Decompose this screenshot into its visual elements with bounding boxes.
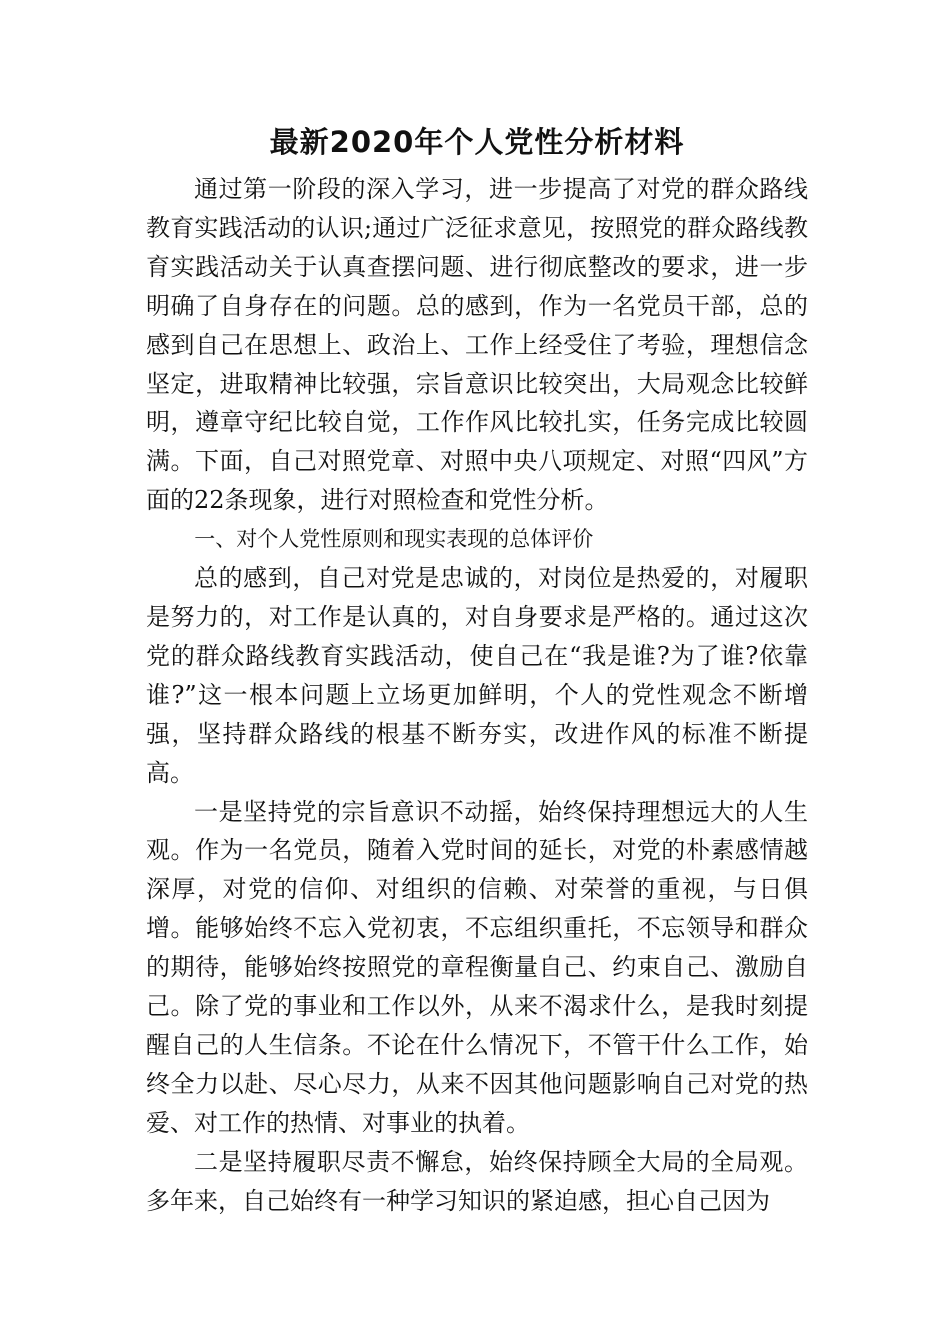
section-heading-1: 一、对个人党性原则和现实表现的总体评价 <box>194 527 594 552</box>
paragraph-overall: 总的感到，自己对党是忠诚的，对岗位是热爱的，对履职是努力的，对工作是认真的，对自身要求是严格的。通过这次党的群众路线教育实践活动，使自己在“我是谁?为了谁?依靠谁?”这一根本问题上立场更加鲜明，个人的党性观念不断增强，坚持群众路线的根基不断夯实，改进作风的标准不断提高。 <box>146 564 808 787</box>
document-title: 最新2020年个人党性分析材料 <box>269 125 685 159</box>
paragraph-intro: 通过第一阶段的深入学习，进一步提高了对党的群众路线教育实践活动的认识;通过广泛征求意见，按照党的群众路线教育实践活动关于认真查摆问题、进行彻底整改的要求，进一步明确了自身存在的问题。总的感到，作为一名党员干部，总的感到自己在思想上、政治上、工作上经受住了考验，理想信念坚定，进取精神比较强，宗旨意识比较突出，大局观念比较鲜明，遵章守纪比较自觉，工作作风比较扎实，任务完成比较圆满。下面，自己对照党章、对照中央八项规定、对照“四风”方面的22条现象，进行对照检查和党性分析。 <box>146 175 808 515</box>
paragraph-point-1: 一是坚持党的宗旨意识不动摇，始终保持理想远大的人生观。作为一名党员，随着入党时间的延长，对党的朴素感情越深厚，对党的信仰、对组织的信赖、对荣誉的重视，与日俱增。能够始终不忘入党初衷，不忘组织重托，不忘领导和群众的期待，能够始终按照党的章程衡量自己、约束自己、激励自己。除了党的事业和工作以外，从来不渴求什么，是我时刻提醒自己的人生信条。不论在什么情况下，不管干什么工作，始终全力以赴、尽心尽力，从来不因其他问题影响自己对党的热爱、对工作的热情、对事业的执着。 <box>146 797 808 1137</box>
document-page <box>146 122 808 1220</box>
paragraph-point-2: 二是坚持履职尽责不懈怠，始终保持顾全大局的全局观。多年来，自己始终有一种学习知识的紧迫感，担心自己因为 <box>146 1147 808 1215</box>
